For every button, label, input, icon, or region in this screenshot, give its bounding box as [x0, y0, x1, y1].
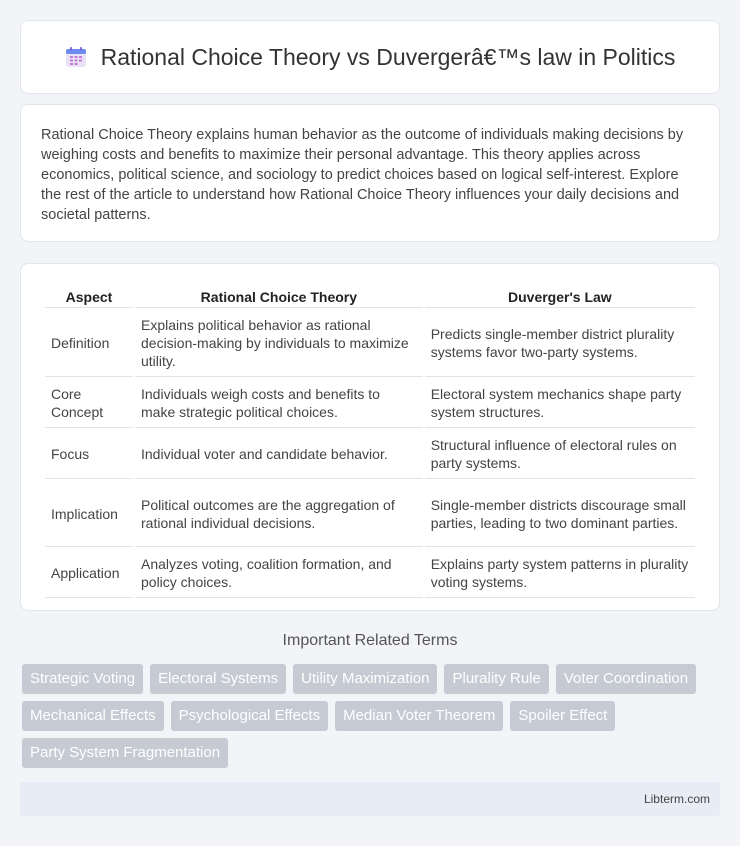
term-tag[interactable]: Voter Coordination	[556, 664, 696, 694]
title-card	[20, 20, 720, 94]
term-tag[interactable]: Psychological Effects	[171, 701, 328, 731]
comparison-table-card	[20, 263, 720, 611]
column-header: Aspect	[45, 286, 133, 308]
summary-text: Rational Choice Theory explains human behavior as the outcome of individuals making decisions by weighing costs and benefits to maximize their personal advantage. This theory applies across economics, political science, and sociology to predict choices based on logical self-interest. Explore the rest of the article to understand how Rational Choice Theory influences your daily decisions and societal patterns.	[41, 127, 684, 223]
table-cell: Definition	[45, 310, 133, 377]
table-cell: Focus	[45, 430, 133, 479]
table-cell: Analyzes voting, coalition formation, and policy choices.	[135, 549, 423, 598]
table-cell: Structural influence of electoral rules on party systems.	[425, 430, 695, 479]
table-cell: Single-member districts discourage small parties, leading to two dominant parties.	[425, 481, 695, 547]
term-tag[interactable]: Utility Maximization	[293, 664, 437, 694]
table-cell: Core Concept	[45, 379, 133, 428]
table-cell: Explains party system patterns in plurality voting systems.	[425, 549, 695, 598]
table-header-row	[45, 286, 695, 308]
table-cell: Political outcomes are the aggregation of rational individual decisions.	[135, 481, 423, 547]
table-cell: Predicts single-member district plurality systems favor two-party systems.	[425, 310, 695, 377]
calendar-icon	[65, 46, 87, 68]
table-cell: Individuals weigh costs and benefits to make strategic political choices.	[135, 379, 423, 428]
term-tag[interactable]: Median Voter Theorem	[335, 701, 503, 731]
table-cell: Explains political behavior as rational decision-making by individuals to maximize utility.	[135, 310, 423, 377]
page-title: Rational Choice Theory vs Duvergerâ€™s law in Politics	[100, 43, 676, 70]
term-tag[interactable]: Electoral Systems	[150, 664, 286, 694]
table-cell: Individual voter and candidate behavior.	[135, 430, 423, 479]
table-row	[45, 379, 695, 428]
term-tag[interactable]: Spoiler Effect	[510, 701, 615, 731]
related-terms-title: Important Related Terms	[282, 632, 458, 649]
related-terms-list	[22, 664, 722, 768]
comparison-table	[43, 284, 697, 600]
table-row	[45, 549, 695, 598]
column-header: Duverger's Law	[425, 286, 695, 308]
summary-card	[20, 104, 720, 242]
table-row	[45, 481, 695, 547]
table-cell: Electoral system mechanics shape party system structures.	[425, 379, 695, 428]
table-cell: Implication	[45, 481, 133, 547]
term-tag[interactable]: Strategic Voting	[22, 664, 143, 694]
footer-link[interactable]: Libterm.com	[643, 792, 710, 806]
footer	[20, 782, 720, 816]
table-cell: Application	[45, 549, 133, 598]
column-header: Rational Choice Theory	[135, 286, 423, 308]
term-tag[interactable]: Mechanical Effects	[22, 701, 164, 731]
table-row	[45, 310, 695, 377]
term-tag[interactable]: Plurality Rule	[444, 664, 548, 694]
table-row	[45, 430, 695, 479]
term-tag[interactable]: Party System Fragmentation	[22, 738, 228, 768]
